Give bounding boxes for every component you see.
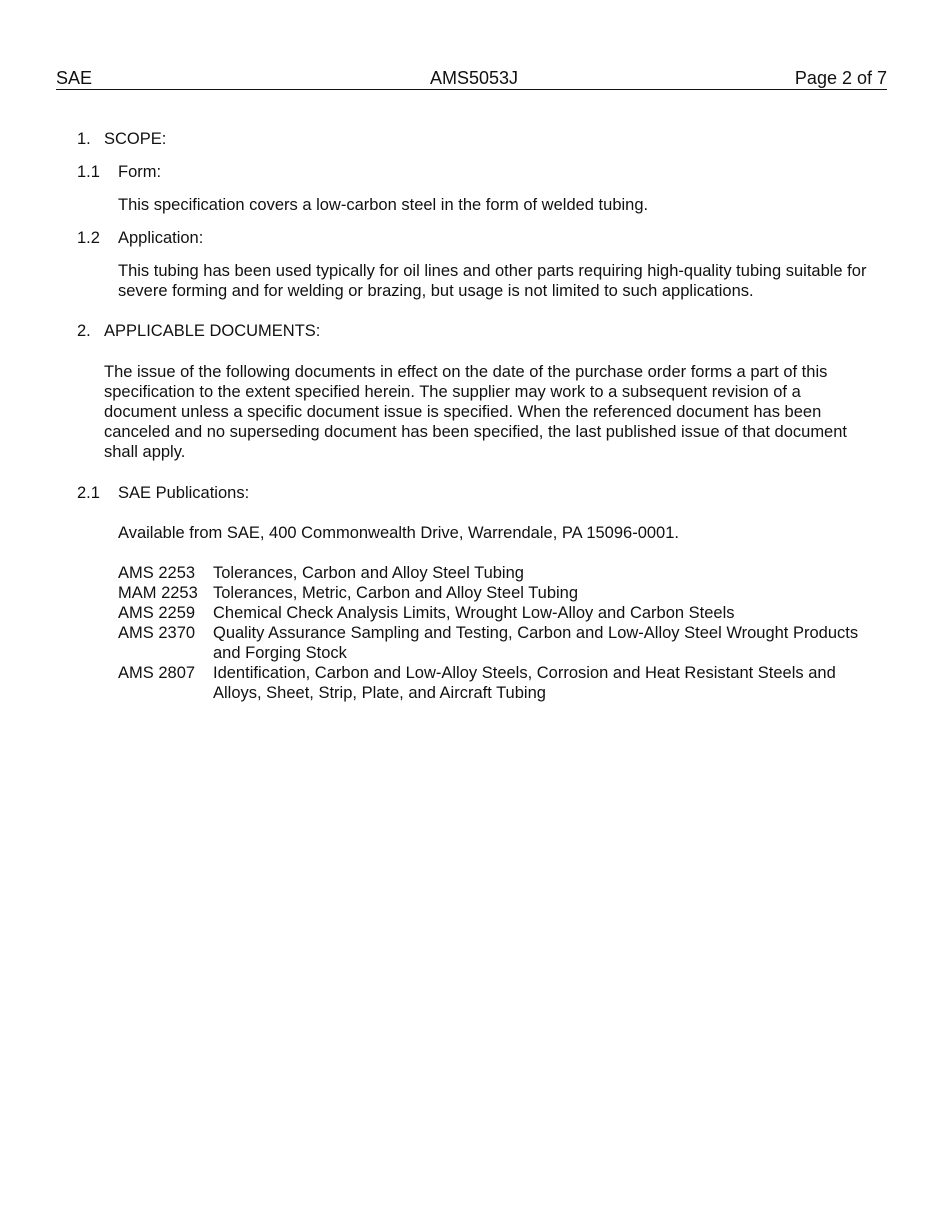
section-1-1-title: Form: — [118, 163, 162, 181]
section-2-text: The issue of the following documents in effect on the date of the purchase order forms a part of this specification to the extent specified herein. The supplier may work to a subsequent revision of a document unless a specific document issue is specified. When the referenced document has been canceled and no superseding document has been specified, the last published issue of that document shall apply. — [104, 363, 847, 461]
reference-item — [118, 603, 878, 623]
section-1-title: SCOPE: — [104, 130, 167, 148]
reference-code: AMS 2807 — [118, 664, 196, 682]
header-page-number: Page 2 of 7 — [794, 68, 887, 88]
reference-code: AMS 2370 — [118, 624, 196, 642]
page-header — [56, 68, 887, 90]
reference-item — [118, 623, 878, 663]
section-1-1-text: This specification covers a low-carbon steel in the form of welded tubing. — [118, 196, 649, 214]
header-document-id: AMS5053J — [430, 68, 519, 88]
reference-code: AMS 2259 — [118, 604, 196, 622]
reference-list — [118, 563, 878, 703]
section-1-2-text: This tubing has been used typically for oil lines and other parts requiring high-quality tubing suitable for severe forming and for welding or brazing, but usage is not limited to such applications. — [118, 262, 867, 300]
section-2-number: 2. — [77, 322, 91, 340]
reference-title: Quality Assurance Sampling and Testing, Carbon and Low-Alloy Steel Wrought Products and Forging Stock — [213, 624, 859, 662]
reference-item — [118, 583, 878, 603]
reference-item — [118, 563, 878, 583]
section-2-1-title: SAE Publications: — [118, 484, 250, 502]
reference-title: Tolerances, Carbon and Alloy Steel Tubing — [213, 564, 524, 582]
section-2-1-number: 2.1 — [77, 484, 100, 502]
section-1-number: 1. — [77, 130, 91, 148]
reference-code: MAM 2253 — [118, 584, 198, 602]
reference-item — [118, 663, 878, 703]
section-1-1-number: 1.1 — [77, 163, 100, 181]
section-2-1-text: Available from SAE, 400 Commonwealth Drive, Warrendale, PA 15096-0001. — [118, 524, 679, 542]
header-organization: SAE — [56, 68, 93, 88]
reference-title: Tolerances, Metric, Carbon and Alloy Steel Tubing — [213, 584, 579, 602]
reference-title: Identification, Carbon and Low-Alloy Steels, Corrosion and Heat Resistant Steels and Alloys, Sheet, Strip, Plate, and Aircraft Tubing — [213, 664, 836, 702]
reference-code: AMS 2253 — [118, 564, 196, 582]
section-1-2-title: Application: — [118, 229, 204, 247]
reference-title: Chemical Check Analysis Limits, Wrought Low-Alloy and Carbon Steels — [213, 604, 735, 622]
section-2-title: APPLICABLE DOCUMENTS: — [104, 322, 321, 340]
section-1-2-number: 1.2 — [77, 229, 100, 247]
